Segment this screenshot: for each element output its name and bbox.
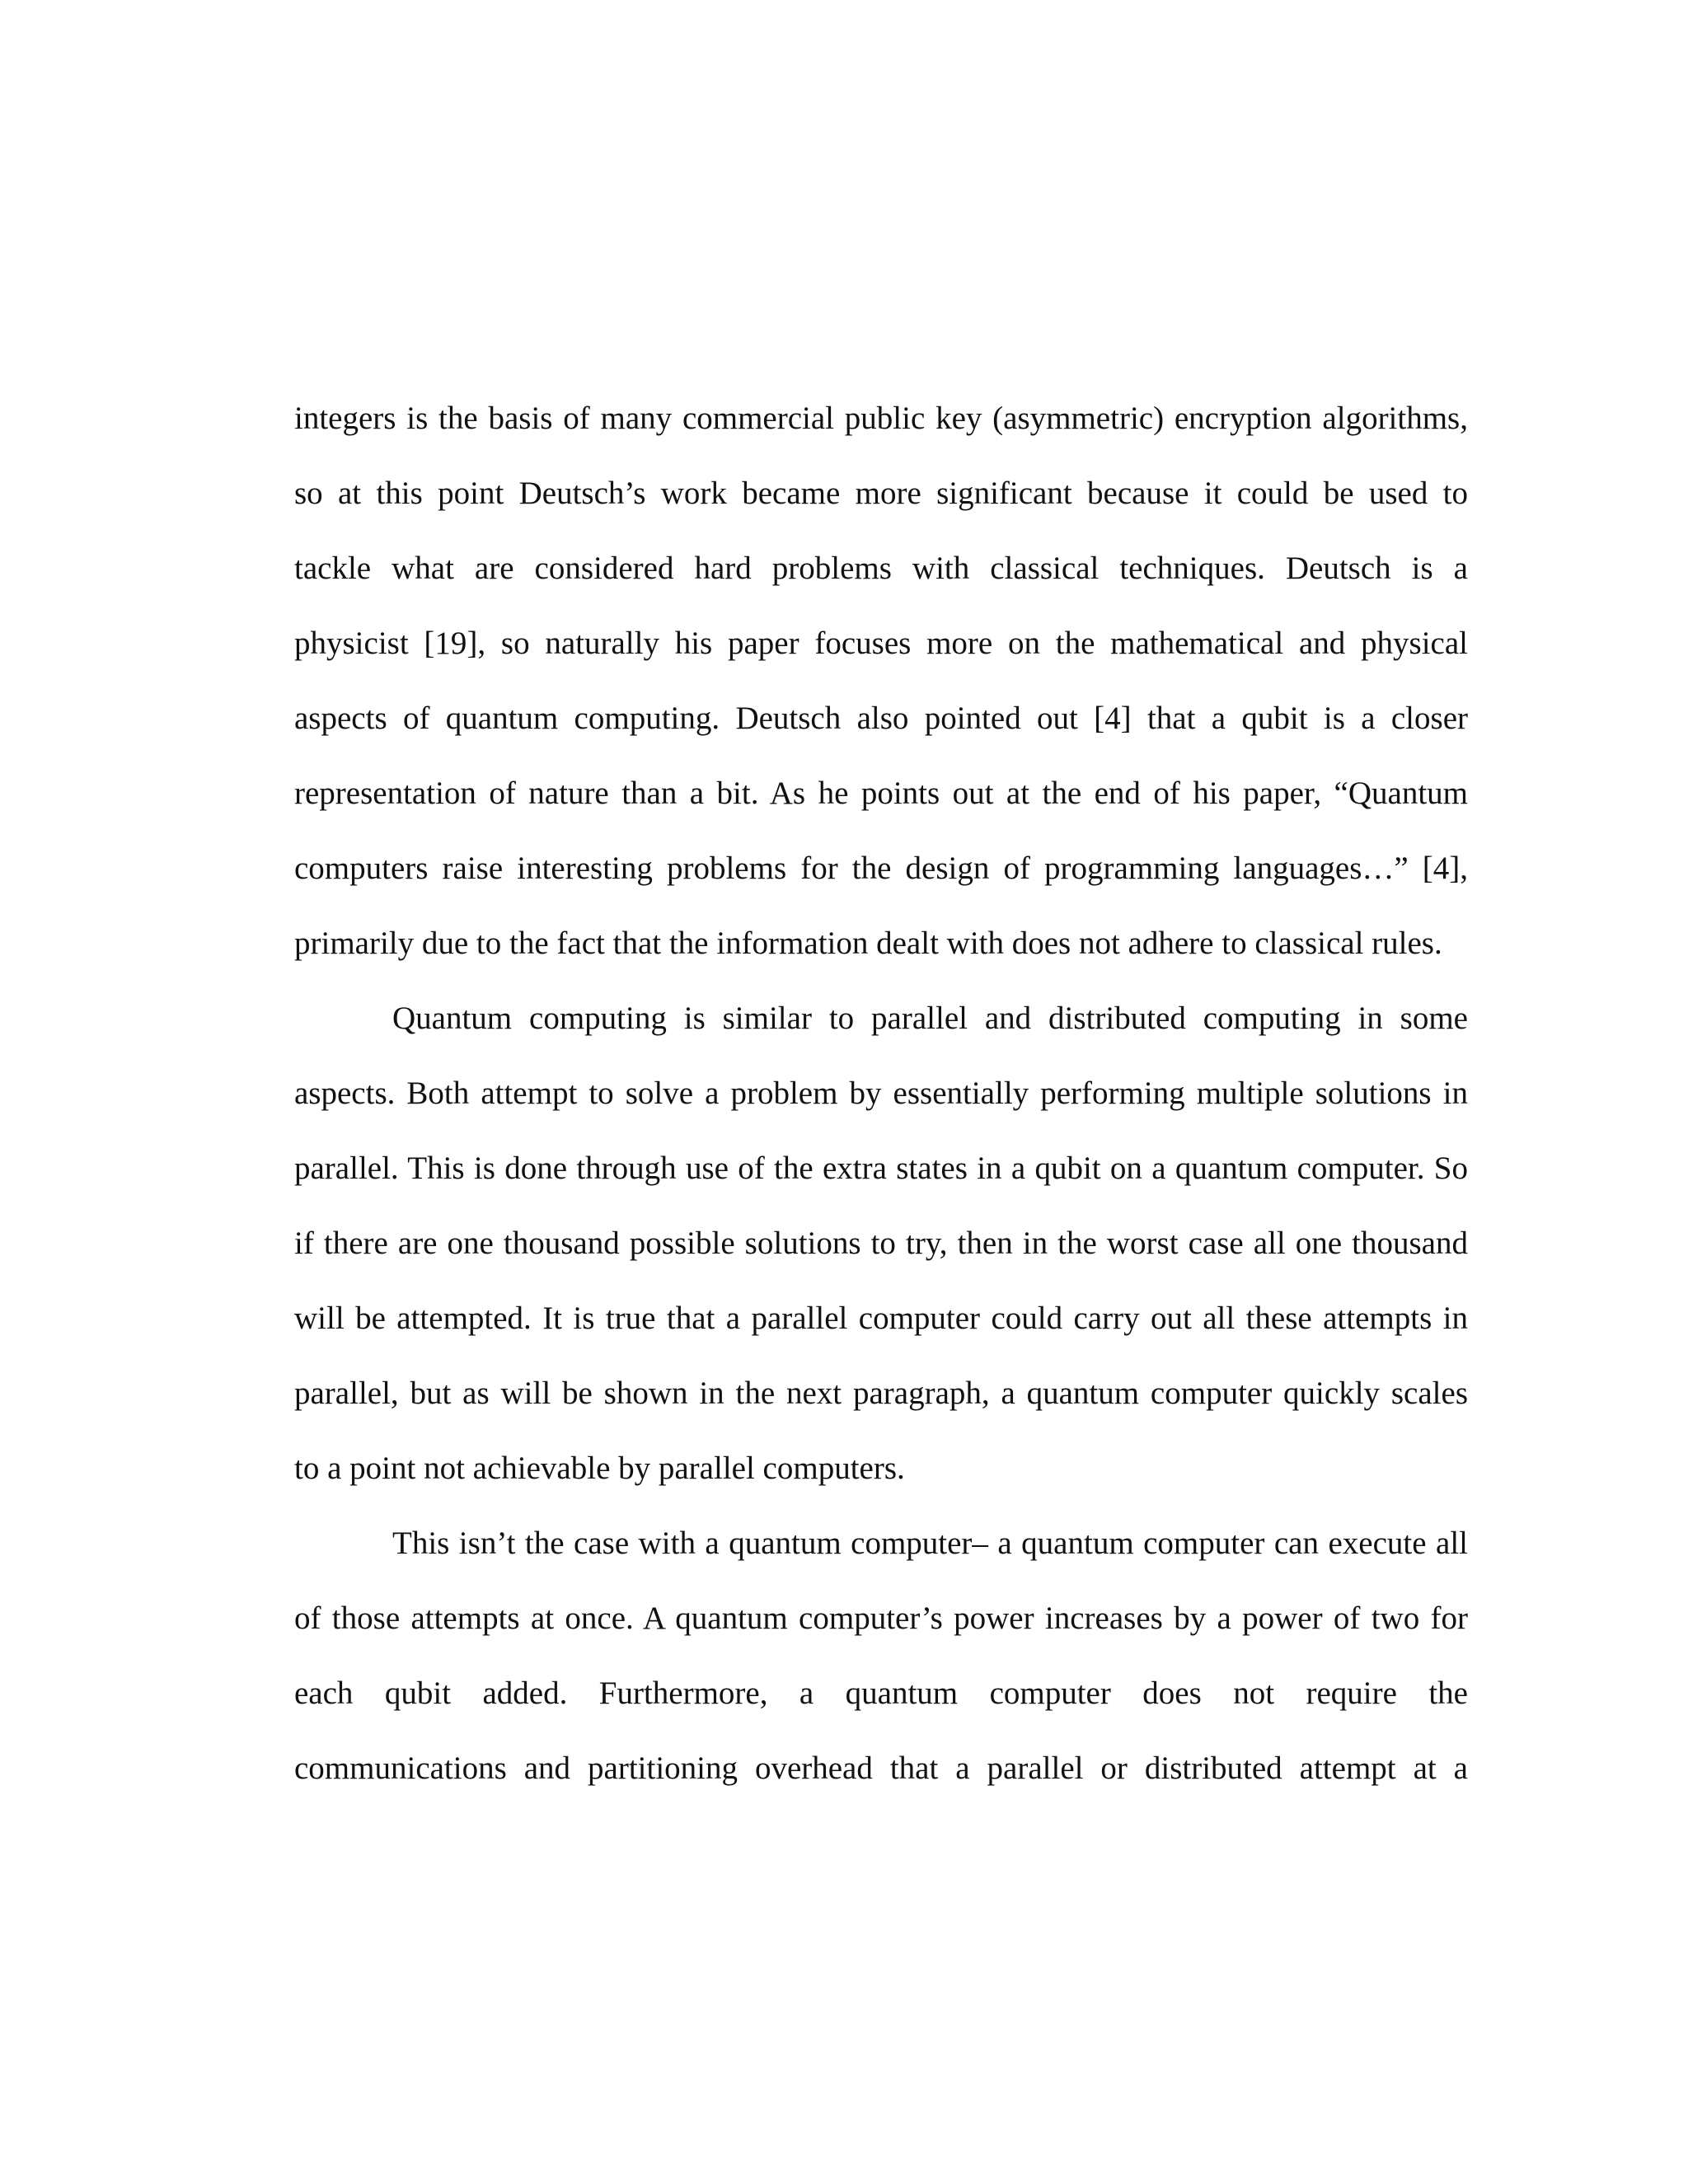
text-line: aspects of quantum computing. Deutsch also pointed out [4] that a qubit is a closer bbox=[294, 701, 1468, 736]
text-line: communications and partitioning overhead that a parallel or distributed attempt at a bbox=[294, 1750, 1468, 1786]
text-line: Quantum computing is similar to parallel and distributed computing in some bbox=[392, 1001, 1468, 1036]
text-line: each qubit added. Furthermore, a quantum computer does not require the bbox=[294, 1675, 1468, 1711]
paragraph-1 bbox=[294, 381, 1468, 981]
paragraph-3 bbox=[294, 1506, 1468, 1806]
text-line: to a point not achievable by parallel computers. bbox=[294, 1451, 905, 1486]
text-line: integers is the basis of many commercial public key (asymmetric) encryption algorithms, bbox=[294, 401, 1468, 436]
body-text bbox=[294, 381, 1468, 1806]
text-line: aspects. Both attempt to solve a problem by essentially performing multiple solutions in bbox=[294, 1076, 1468, 1111]
text-line: parallel. This is done through use of the extra states in a qubit on a quantum computer. So bbox=[294, 1151, 1468, 1186]
text-line: This isn’t the case with a quantum computer– a quantum computer can execute all bbox=[392, 1526, 1468, 1561]
text-line: parallel, but as will be shown in the next paragraph, a quantum computer quickly scales bbox=[294, 1376, 1468, 1411]
text-line: representation of nature than a bit. As he points out at the end of his paper, “Quantum bbox=[294, 776, 1468, 811]
text-line: so at this point Deutsch’s work became more significant because it could be used to bbox=[294, 476, 1468, 511]
text-line: of those attempts at once. A quantum computer’s power increases by a power of two for bbox=[294, 1601, 1468, 1636]
text-line: physicist [19], so naturally his paper focuses more on the mathematical and physical bbox=[294, 626, 1468, 661]
text-line: computers raise interesting problems for the design of programming languages…” [4], bbox=[294, 851, 1468, 886]
text-line: tackle what are considered hard problems with classical techniques. Deutsch is a bbox=[294, 551, 1468, 586]
text-line: will be attempted. It is true that a parallel computer could carry out all these attempts in bbox=[294, 1301, 1468, 1336]
paragraph-2 bbox=[294, 981, 1468, 1506]
text-line: primarily due to the fact that the information dealt with does not adhere to classical rules. bbox=[294, 926, 1442, 961]
text-line: if there are one thousand possible solutions to try, then in the worst case all one thousand bbox=[294, 1226, 1468, 1261]
